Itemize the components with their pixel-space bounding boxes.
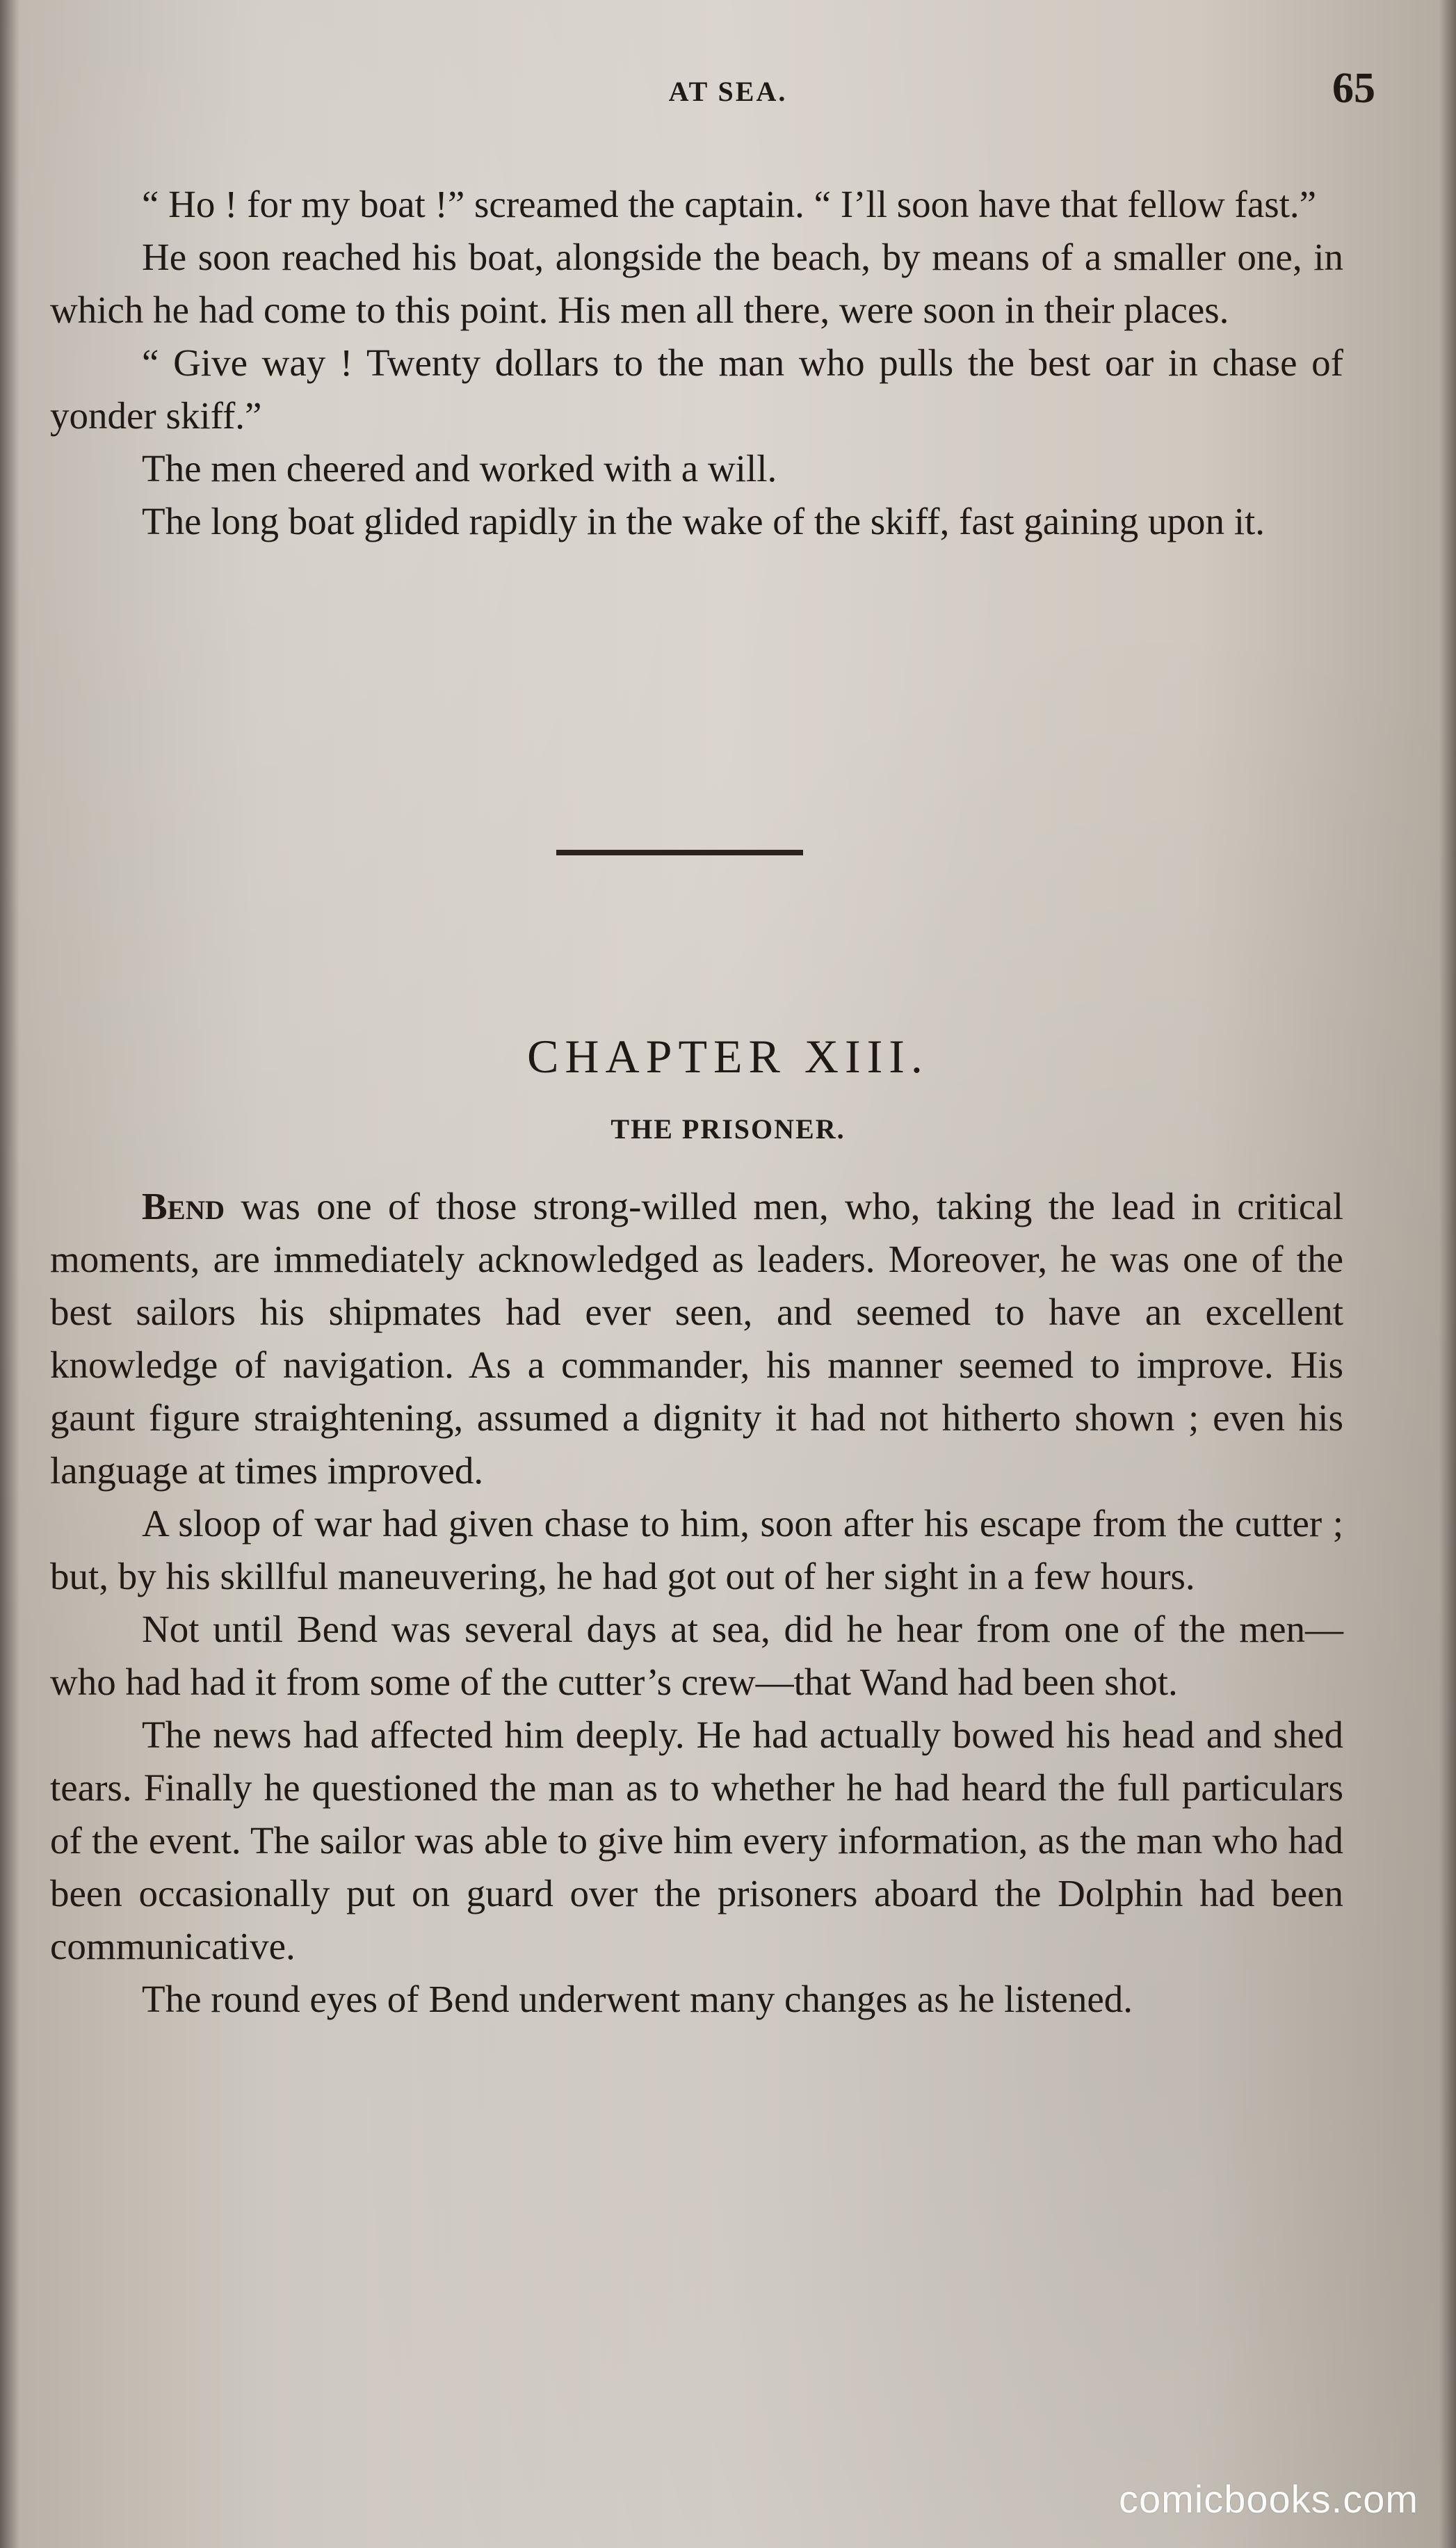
page-edge-shadow-left bbox=[0, 0, 19, 2548]
section-divider bbox=[556, 850, 803, 855]
page-edge-shadow-right bbox=[1439, 0, 1456, 2548]
chapter-text-block bbox=[50, 1180, 1343, 2026]
chapter-paragraph-5: The round eyes of Bend underwent many changes as he listened. bbox=[142, 1978, 1133, 2020]
chapter-paragraph-3: Not until Bend was several days at sea, did he hear from one of the men—who had had it from some of the cutter’s crew—that Wand had been shot. bbox=[50, 1608, 1343, 1703]
paragraph-4: The men cheered and worked with a will. bbox=[142, 447, 777, 490]
chapter-subtitle: THE PRISONER. bbox=[610, 1113, 846, 1145]
chapter-paragraph-4: The news had affected him deeply. He had actually bowed his head and shed tears. Finally he questioned the man as to whether he had heard the full particulars of the event. The sailor was able to give him every information, as the man who had been occasionally put on guard over the prisoners aboard the Dolphin had been communicative. bbox=[50, 1714, 1343, 1967]
paragraph-5: The long boat glided rapidly in the wake of the skiff, fast gaining upon it. bbox=[142, 500, 1265, 542]
watermark: comicbooks.com bbox=[1118, 2477, 1418, 2521]
running-header: AT SEA. bbox=[668, 76, 788, 107]
paragraph-1: “ Ho ! for my boat !” screamed the captain. “ I’ll soon have that fellow fast.” bbox=[142, 183, 1317, 225]
opening-text-block bbox=[50, 178, 1343, 548]
page-number: 65 bbox=[1332, 65, 1375, 112]
chapter-opening-word: Bend bbox=[142, 1185, 225, 1227]
chapter-paragraph-1-text: was one of those strong-willed men, who, taking the lead in critical moments, are immediately acknowledged as leaders. Moreover, he was one of the best sailors his shipmates had ever seen, and seemed to have an excellent knowledge of navigation. As a commander, his manner seemed to improve. His gaunt figure straightening, assumed a dignity it had not hitherto shown ; even his language at times improved. bbox=[50, 1185, 1343, 1492]
chapter-paragraph-1 bbox=[50, 1180, 1343, 1497]
paragraph-3: “ Give way ! Twenty dollars to the man who pulls the best oar in chase of yonder skiff.” bbox=[50, 341, 1343, 437]
chapter-paragraph-2: A sloop of war had given chase to him, soon after his escape from the cutter ; but, by his skillful maneuvering, he had got out of her sight in a few hours. bbox=[50, 1502, 1343, 1597]
chapter-title: CHAPTER XIII. bbox=[527, 1030, 929, 1083]
paragraph-2: He soon reached his boat, alongside the beach, by means of a smaller one, in which he had come to this point. His men all there, were soon in their places. bbox=[50, 236, 1343, 331]
